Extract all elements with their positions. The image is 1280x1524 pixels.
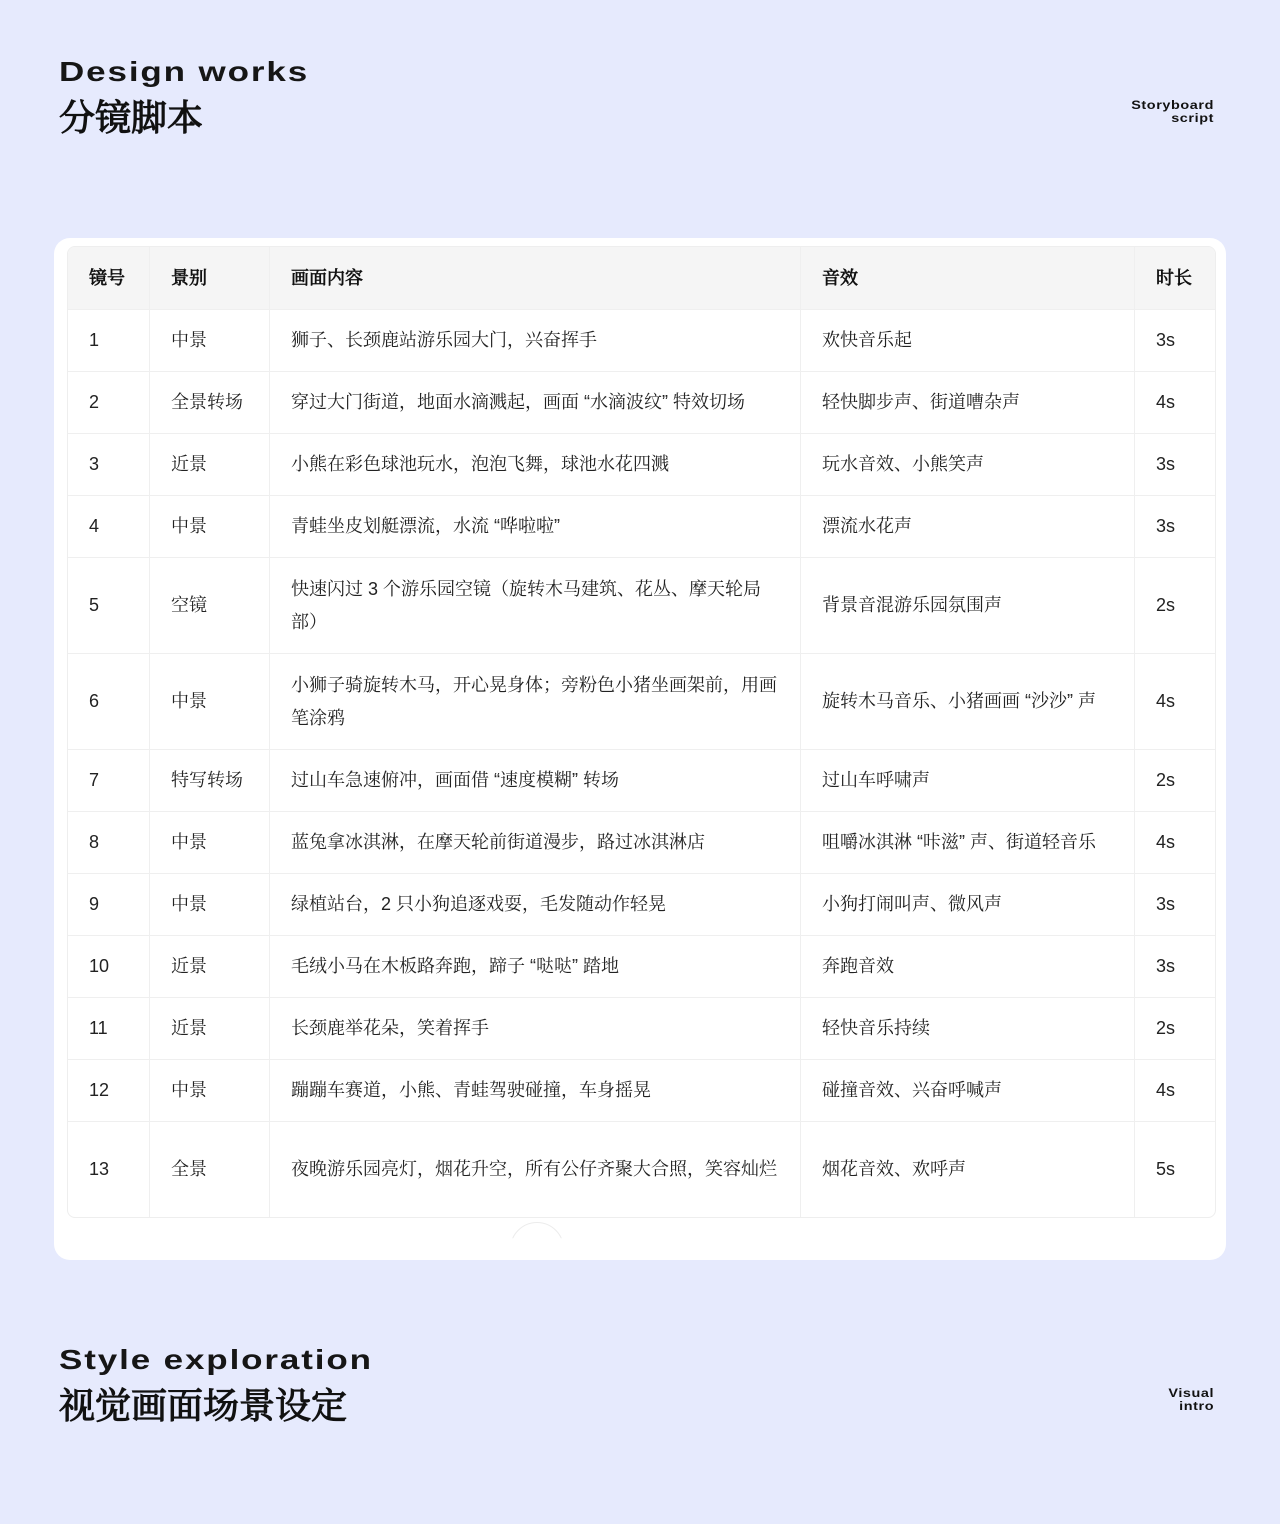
cell-scene-content: 过山车急速俯冲，画面借 “速度模糊” 转场 <box>269 750 800 811</box>
cell-sound-effect: 碰撞音效、兴奋呼喊声 <box>800 1060 1134 1121</box>
table-row <box>68 495 1215 557</box>
tag-line-2: script <box>1171 111 1214 125</box>
cell-shot-number: 8 <box>89 832 100 852</box>
table-row <box>68 811 1215 873</box>
cell-duration: 3s <box>1134 310 1215 371</box>
cell-shot-number: 12 <box>89 1080 110 1100</box>
table-row <box>68 371 1215 433</box>
table-row <box>68 873 1215 935</box>
cell-scene-content: 毛绒小马在木板路奔跑，蹄子 “哒哒” 踏地 <box>269 936 800 997</box>
cell-scene-content: 蓝兔拿冰淇淋，在摩天轮前街道漫步，路过冰淇淋店 <box>269 812 800 873</box>
cell-scene-content: 蹦蹦车赛道，小熊、青蛙驾驶碰撞，车身摇晃 <box>269 1060 800 1121</box>
cell-shot-type: 空镜 <box>149 558 269 653</box>
cell-duration: 3s <box>1134 874 1215 935</box>
cell-shot-number: 6 <box>89 691 100 711</box>
table-row <box>68 1121 1215 1217</box>
cell-duration: 3s <box>1134 496 1215 557</box>
table-row <box>68 749 1215 811</box>
cell-shot-number: 2 <box>89 392 100 412</box>
cell-sound-effect: 烟花音效、欢呼声 <box>800 1122 1134 1217</box>
cell-scene-content: 狮子、长颈鹿站游乐园大门，兴奋挥手 <box>269 310 800 371</box>
cell-shot-type: 中景 <box>149 812 269 873</box>
cell-duration: 4s <box>1134 1060 1215 1121</box>
cell-sound-effect: 轻快音乐持续 <box>800 998 1134 1059</box>
header-duration: 时长 <box>1134 247 1215 309</box>
cell-scene-content: 长颈鹿举花朵，笑着挥手 <box>269 998 800 1059</box>
header-shot-type: 景别 <box>149 247 269 309</box>
section2-title-en: Style exploration <box>59 1344 373 1375</box>
table-header-row <box>68 247 1215 309</box>
table-row <box>68 935 1215 997</box>
cell-scene-content: 小狮子骑旋转木马，开心晃身体；旁粉色小猪坐画架前，用画笔涂鸦 <box>269 654 800 749</box>
cell-shot-number: 11 <box>89 1018 108 1038</box>
table-row <box>68 433 1215 495</box>
cell-shot-number: 10 <box>89 956 110 976</box>
cell-sound-effect: 小狗打闹叫声、微风声 <box>800 874 1134 935</box>
cell-shot-type: 全景 <box>149 1122 269 1217</box>
cell-shot-number: 9 <box>89 894 100 914</box>
cell-shot-type: 中景 <box>149 496 269 557</box>
table-row <box>68 1059 1215 1121</box>
cell-sound-effect: 奔跑音效 <box>800 936 1134 997</box>
cell-duration: 2s <box>1134 558 1215 653</box>
tag-line-1: Visual <box>1168 1386 1214 1400</box>
cell-shot-number: 7 <box>89 770 100 790</box>
section2-title-zh: 视觉画面场景设定 <box>59 1385 348 1426</box>
cell-shot-number: 1 <box>89 330 100 350</box>
cell-shot-type: 近景 <box>149 998 269 1059</box>
cell-sound-effect: 咀嚼冰淇淋 “咔滋” 声、街道轻音乐 <box>800 812 1134 873</box>
cell-shot-number: 3 <box>89 454 100 474</box>
storyboard-card <box>54 238 1226 1260</box>
cell-scene-content: 青蛙坐皮划艇漂流，水流 “哗啦啦” <box>269 496 800 557</box>
cell-sound-effect: 背景音混游乐园氛围声 <box>800 558 1134 653</box>
cell-shot-type: 近景 <box>149 936 269 997</box>
table-row <box>68 653 1215 749</box>
cell-scene-content: 穿过大门街道，地面水滴溅起，画面 “水滴波纹” 特效切场 <box>269 372 800 433</box>
cell-shot-number: 4 <box>89 516 100 536</box>
cell-sound-effect: 旋转木马音乐、小猪画画 “沙沙” 声 <box>800 654 1134 749</box>
cell-shot-number: 5 <box>89 595 100 615</box>
table-row <box>68 997 1215 1059</box>
cell-duration: 4s <box>1134 812 1215 873</box>
header-sound-effect: 音效 <box>800 247 1134 309</box>
cell-sound-effect: 漂流水花声 <box>800 496 1134 557</box>
cell-duration: 3s <box>1134 434 1215 495</box>
cell-sound-effect: 欢快音乐起 <box>800 310 1134 371</box>
cell-duration: 2s <box>1134 998 1215 1059</box>
cell-sound-effect: 过山车呼啸声 <box>800 750 1134 811</box>
cell-duration: 2s <box>1134 750 1215 811</box>
section-tag <box>1131 99 1214 125</box>
cell-shot-type: 中景 <box>149 1060 269 1121</box>
header-scene-content: 画面内容 <box>269 247 800 309</box>
tag-line-1: Storyboard <box>1131 98 1214 112</box>
cell-shot-type: 近景 <box>149 434 269 495</box>
cell-shot-type: 特写转场 <box>149 750 269 811</box>
table-row <box>68 309 1215 371</box>
cell-scene-content: 快速闪过 3 个游乐园空镜（旋转木马建筑、花丛、摩天轮局部） <box>269 558 800 653</box>
storyboard-table <box>67 246 1216 1218</box>
cell-shot-type: 中景 <box>149 874 269 935</box>
cell-shot-type: 中景 <box>149 654 269 749</box>
cell-shot-number: 13 <box>89 1159 110 1179</box>
cell-scene-content: 绿植站台，2 只小狗追逐戏耍，毛发随动作轻晃 <box>269 874 800 935</box>
cell-scene-content: 小熊在彩色球池玩水，泡泡飞舞，球池水花四溅 <box>269 434 800 495</box>
cell-scene-content: 夜晚游乐园亮灯，烟花升空，所有公仔齐聚大合照，笑容灿烂 <box>269 1122 800 1217</box>
cell-shot-type: 全景转场 <box>149 372 269 433</box>
cell-shot-type: 中景 <box>149 310 269 371</box>
header-shot-number: 镜号 <box>89 267 125 288</box>
cell-duration: 5s <box>1134 1122 1215 1217</box>
cell-duration: 4s <box>1134 654 1215 749</box>
cell-sound-effect: 轻快脚步声、街道嘈杂声 <box>800 372 1134 433</box>
section-title-zh: 分镜脚本 <box>59 97 204 138</box>
cell-duration: 3s <box>1134 936 1215 997</box>
table-row <box>68 557 1215 653</box>
section2-tag <box>1168 1387 1214 1413</box>
section-title-en: Design works <box>59 56 310 87</box>
cell-sound-effect: 玩水音效、小熊笑声 <box>800 434 1134 495</box>
cell-duration: 4s <box>1134 372 1215 433</box>
tag-line-2: intro <box>1178 1399 1214 1413</box>
scroll-indicator <box>510 1222 564 1276</box>
